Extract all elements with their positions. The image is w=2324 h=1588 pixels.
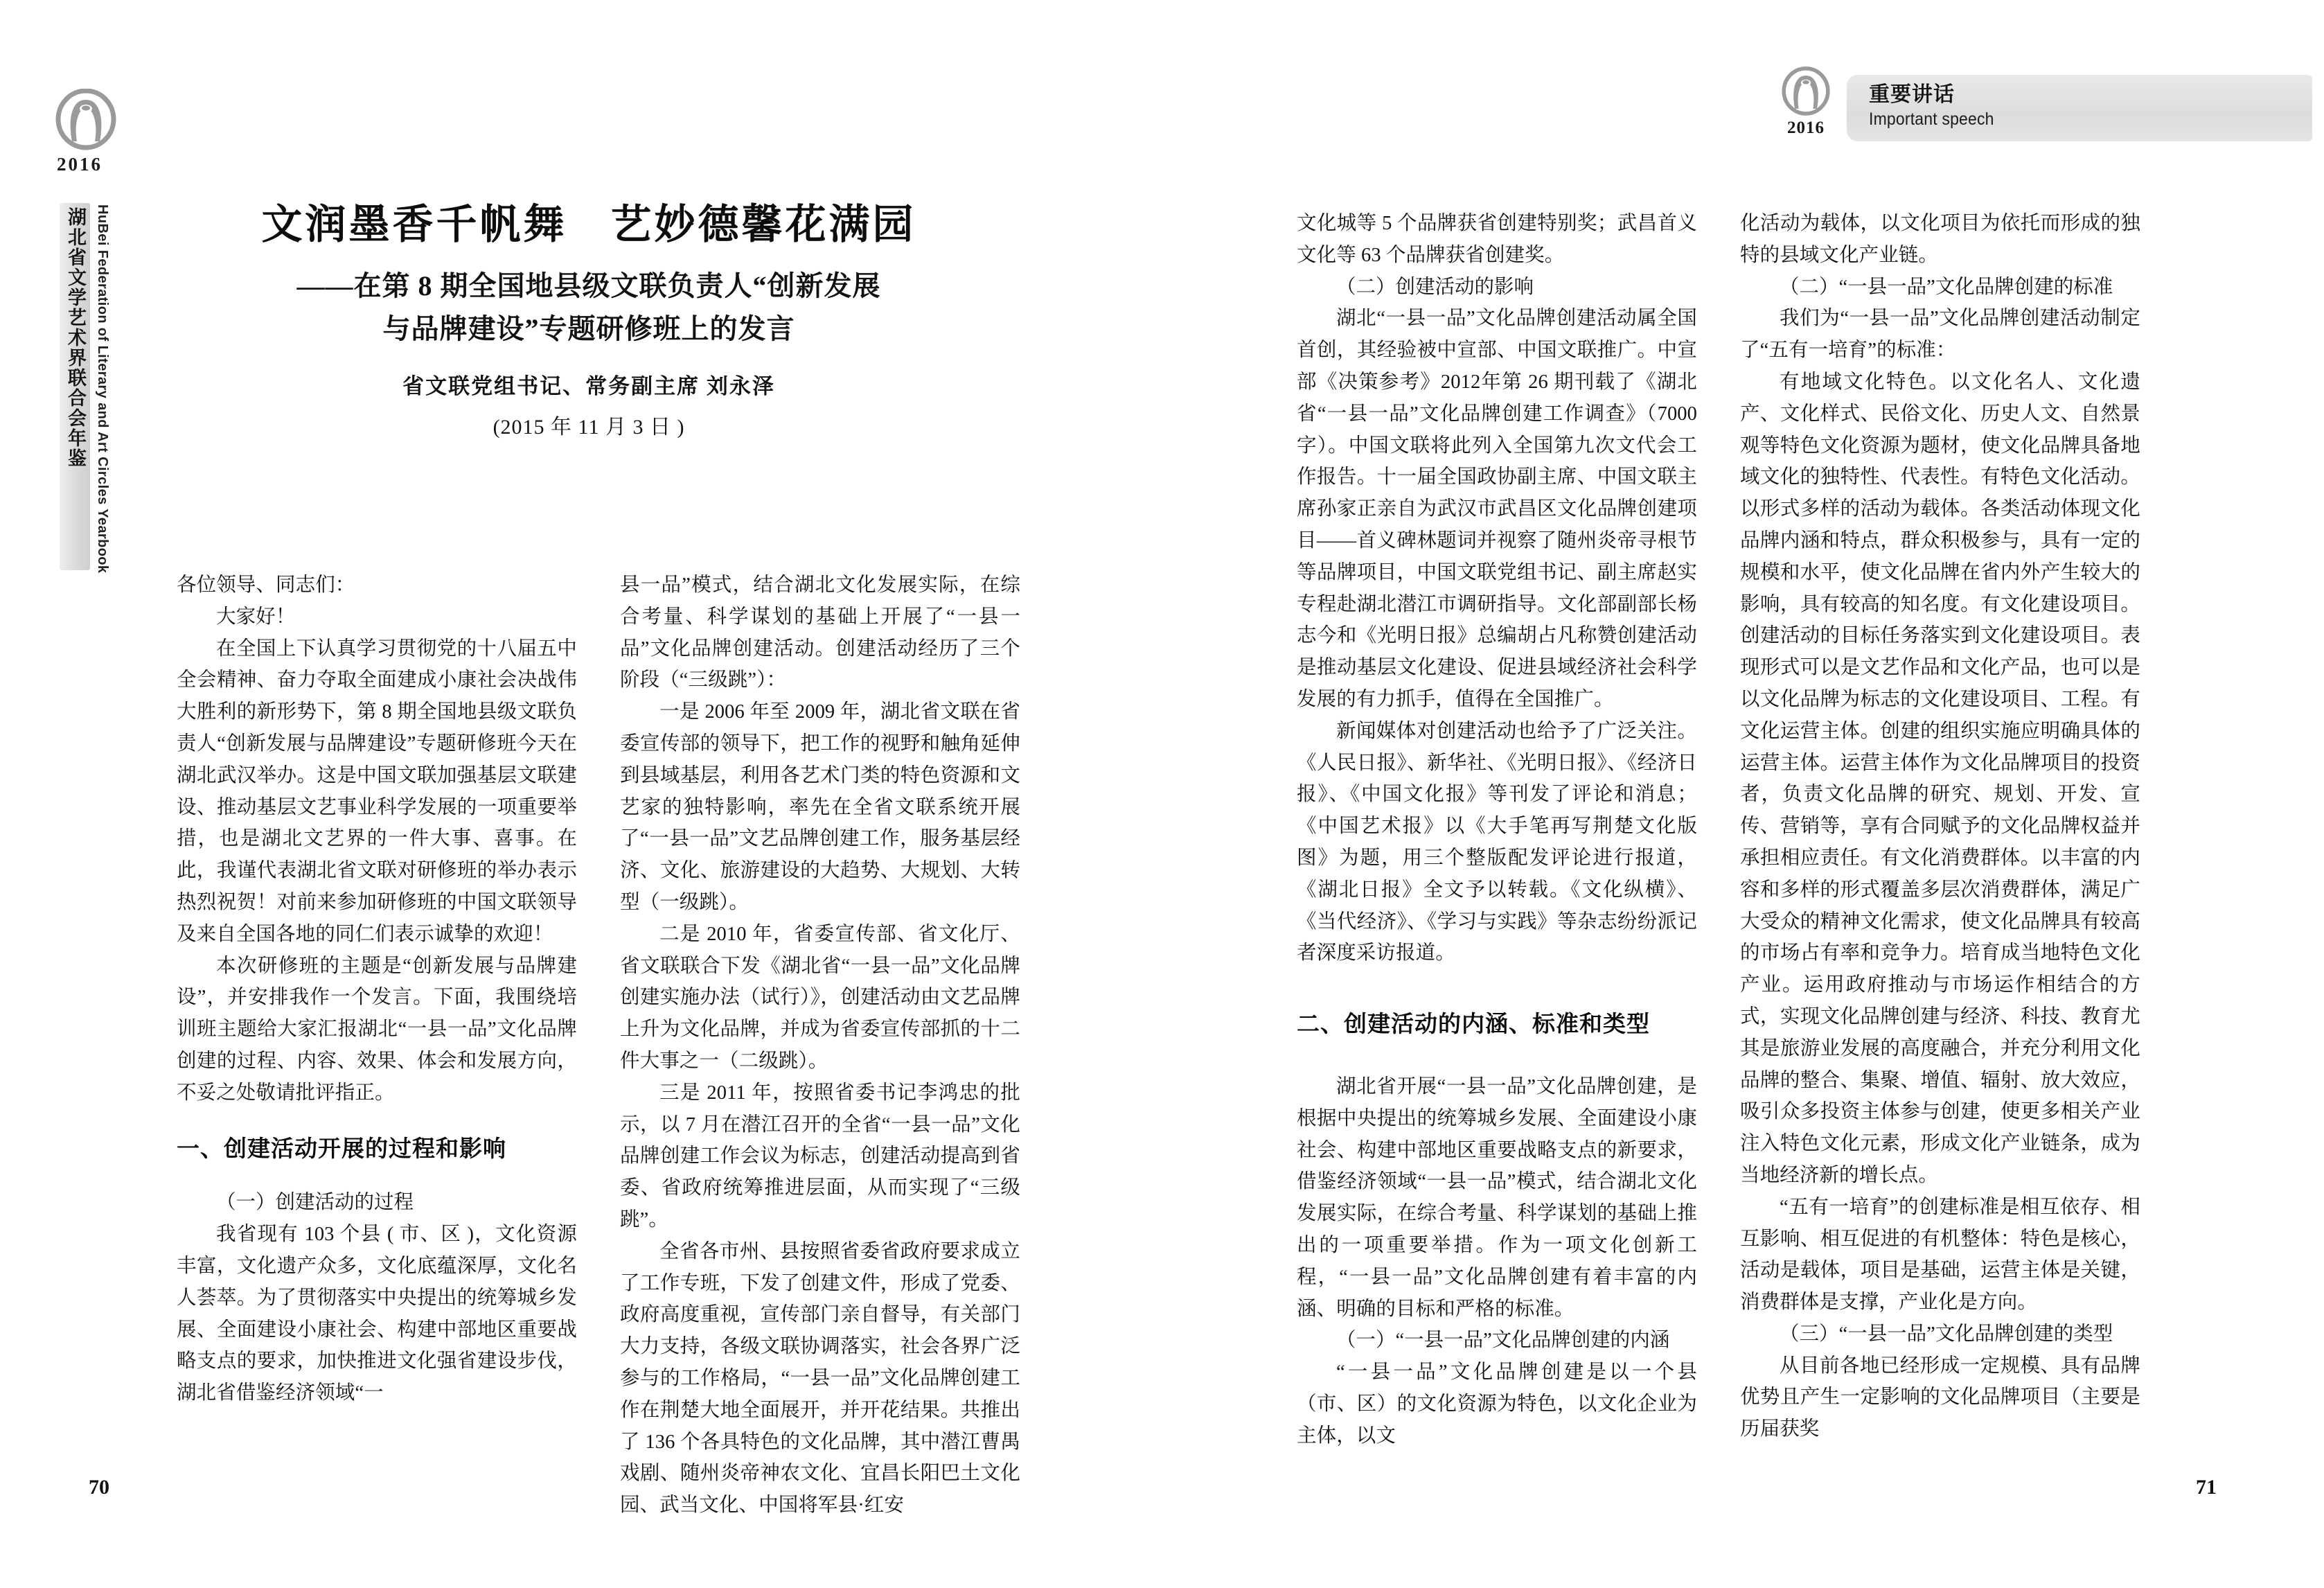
paragraph: 三是 2011 年，按照省委书记李鸿忠的批示，以 7 月在潜江召开的全省“一县一品”文化品牌创建工作会议为标志，创建活动提高到省委、省政府统筹推进层面，从而实现了“三级跳”。 bbox=[620, 1082, 1020, 1230]
spine-title-cn: 湖北省文学艺术界联合会年鉴 bbox=[60, 203, 90, 570]
paragraph: 新闻媒体对创建活动也给予了广泛关注。《人民日报》、新华社、《光明日报》、《经济日报》、《中国文化报》等刊发了评论和消息；《中国艺术报》以《大手笔再写荆楚文化版图》为题，用三个整版配发评论进行报道，《湖北日报》全文予以转载。《文化纵横》、《当代经济》、《学习与实践》等杂志纷纷派记者深度采访报道。 bbox=[1297, 720, 1697, 964]
column-1 bbox=[177, 570, 577, 1521]
paragraph-continued: 化活动为载体，以文化项目为依托而形成的独特的县域文化产业链。 bbox=[1740, 213, 2140, 266]
article-title: 文润墨香千帆舞 艺妙德馨花满园 bbox=[261, 202, 916, 247]
paragraph: 在全国上下认真学习贯彻党的十八届五中全会精神、奋力夺取全面建成小康社会决战伟大胜利的新形势下，第 8 期全国地县级文联负责人“创新发展与品牌建设”专题研修班今天在湖北武汉举办。这是中国文联加强基层文联建设、推动基层文艺事业科学发展的一项重要举措，也是湖北文艺界的一件大事、喜事。在此，我谨代表湖北省文联对研修班的举办表示热烈祝贺！对前来参加研修班的中国文联领导及来自全国各地的同仁们表示诚挚的欢迎！ bbox=[177, 637, 577, 945]
article-byline: 省文联党组书记、常务副主席 刘永泽 bbox=[402, 374, 775, 399]
federation-logo-icon bbox=[55, 89, 116, 152]
section-heading-2: 二、创建活动的内涵、标准和类型 bbox=[1297, 1011, 1650, 1037]
paragraph-continued: 县一品”模式，结合湖北文化发展实际，在综合考量、科学谋划的基础上开展了“一县一品”文化品牌创建活动。创建活动经历了三个阶段（“三级跳”）： bbox=[620, 574, 1020, 691]
column-2 bbox=[620, 570, 1020, 1521]
subsection-heading: （二）创建活动的影响 bbox=[1336, 276, 1534, 298]
section-label-en: Important speech bbox=[1869, 109, 1994, 129]
article-dateline: (2015 年 11 月 3 日 ) bbox=[493, 416, 685, 439]
paragraph: 有地域文化特色。以文化名人、文化遗产、文化样式、民俗文化、历史人文、自然景观等特色文化资源为题材，使文化品牌具备地域文化的独特性、代表性。有特色文化活动。以形式多样的活动为载体。各类活动体现文化品牌内涵和特点，群众积极参与，具有一定的规模和水平，使文化品牌在省内外产生较大的影响，具有较高的知名度。有文化建设项目。创建活动的目标任务落实到文化建设项目。表现形式可以是文艺作品和文化产品，也可以是以文化品牌为标志的文化建设项目、工程。有文化运营主体。创建的组织实施应明确具体的运营主体。运营主体作为文化品牌项目的投资者，负责文化品牌的研究、规划、开发、宣传、营销等，享有合同赋予的文化品牌权益并承担相应责任。有文化消费群体。以丰富的内容和多样的形式覆盖多层次消费群体，满足广大受众的精神文化需求，使文化品牌具有较高的市场占有率和竞争力。培育成当地特色文化产业。运用政府推动与市场运作相结合的方式，实现文化品牌创建与经济、科技、教育尤其是旅游业发展的高度融合，并充分利用文化品牌的整合、集聚、增值、辐射、放大效应，吸引众多投资主体参与创建，使更多相关产业注入特色文化元素，形成文化产业链条，成为当地经济新的增长点。 bbox=[1740, 371, 2140, 1186]
paragraph: 二是 2010 年，省委宣传部、省文化厅、省文联联合下发《湖北省“一县一品”文化品牌创建实施办法（试行）》，创建活动由文艺品牌上升为文化品牌，并成为省委宣传部抓的十二件大事之一（二级跳）。 bbox=[620, 923, 1020, 1072]
subsection-heading: （二）“一县一品”文化品牌创建的标准 bbox=[1780, 276, 2113, 298]
paragraph: 湖北省开展“一县一品”文化品牌创建，是根据中央提出的统筹城乡发展、全面建设小康社会、构建中部地区重要战略支点的新要求，借鉴经济领域“一县一品”模式，结合湖北文化发展实际，在综合考量、科学谋划的基础上推出的一项重要举措。作为一项文化创新工程，“一县一品”文化品牌创建有着丰富的内涵、明确的目标和严格的标准。 bbox=[1297, 1076, 1697, 1320]
article-subtitle-line2: 与品牌建设”专题研修班上的发言 bbox=[382, 313, 795, 344]
greeting: 大家好！ bbox=[216, 606, 296, 628]
salutation: 各位领导、同志们： bbox=[177, 574, 355, 596]
subsection-heading: （三）“一县一品”文化品牌创建的类型 bbox=[1780, 1323, 2113, 1345]
article-title-zone bbox=[163, 201, 1015, 440]
paragraph: 全省各市州、县按照省委省政府要求成立了工作专班，下发了创建文件，形成了党委、政府高度重视，宣传部门亲自督导，有关部门大力支持，各级文联协调落实，社会各界广泛参与的工作格局，“一县一品”文化品牌创建工作在荆楚大地全面展开，并开花结果。共推出了 136 个各具特色的文化品牌，其中潜江曹禺戏剧、随州炎帝神农文化、宜昌长阳巴土文化园、武当文化、中国将军县·红安 bbox=[620, 1240, 1020, 1517]
spine-text-block bbox=[50, 203, 154, 577]
paragraph: 本次研修班的主题是“创新发展与品牌建设”，并安排我作一个发言。下面，我围绕培训班主题给大家汇报湖北“一县一品”文化品牌创建的过程、内容、效果、体会和发展方向，不妥之处敬请批评指正。 bbox=[177, 955, 577, 1104]
section-label-bar bbox=[1847, 75, 2312, 141]
section-label-cn: 重要讲话 bbox=[1869, 83, 1955, 106]
subsection-heading: （一）“一县一品”文化品牌创建的内涵 bbox=[1336, 1330, 1670, 1352]
federation-logo-icon bbox=[1782, 67, 1830, 118]
paragraph: 从目前各地已经形成一定规模、具有品牌优势且产生一定影响的文化品牌项目（主要是历届获奖 bbox=[1740, 1355, 2140, 1440]
paragraph: “一县一品”文化品牌创建是以一个县（市、区）的文化资源为特色，以文化企业为主体，以文 bbox=[1297, 1361, 1697, 1447]
paragraph: 我省现有 103 个县 ( 市、区 )，文化资源丰富，文化遗产众多，文化底蕴深厚，文化名人荟萃。为了贯彻落实中央提出的统筹城乡发展、全面建设小康社会、构建中部地区重要战略支点的要求，加快推进文化强省建设步伐，湖北省借鉴经济领域“一 bbox=[177, 1224, 577, 1404]
column-4 bbox=[1740, 208, 2140, 1452]
subsection-heading: （一）创建活动的过程 bbox=[216, 1192, 414, 1214]
header-logo-group bbox=[1777, 67, 1834, 138]
folio-left: 70 bbox=[89, 1476, 109, 1499]
header-logo-year: 2016 bbox=[1787, 118, 1825, 137]
spine-title-en: HuBei Federation of Literary and Art Circles Yearbook bbox=[95, 204, 110, 574]
paragraph: 一是 2006 年至 2009 年，湖北省文联在省委宣传部的领导下，把工作的视野和触角延伸到县域基层，利用各艺术门类的特色资源和文艺家的独特影响，率先在全省文联系统开展了“一县一品”文艺品牌创建工作，服务基层经济、文化、旅游建设的大趋势、大规划、大转型（一级跳）。 bbox=[620, 701, 1020, 913]
page-right-columns bbox=[1297, 208, 2140, 1452]
folio-right: 71 bbox=[2196, 1476, 2217, 1499]
column-3 bbox=[1297, 208, 1697, 1452]
page-left-columns bbox=[177, 570, 1020, 1521]
paragraph: 我们为“一县一品”文化品牌创建活动制定了“五有一培育”的标准： bbox=[1740, 308, 2140, 362]
section-heading-1: 一、创建活动开展的过程和影响 bbox=[177, 1135, 506, 1161]
spine-logo-year: 2016 bbox=[57, 154, 103, 175]
paragraph-continued: 文化城等 5 个品牌获省创建特别奖；武昌首义文化等 63 个品牌获省创建奖。 bbox=[1297, 213, 1697, 266]
paragraph: 湖北“一县一品”文化品牌创建活动属全国首创，其经验被中宣部、中国文联推广。中宣部《决策参考》2012年第 26 期刊载了《湖北省“一县一品”文化品牌创建工作调查》（7000 字）。中国文联将此列入全国第九次文代会工作报告。十一届全国政协副主席、中国文联主席孙家正亲自为武汉市武昌区文化品牌创建项目——首义碑林题词并视察了随州炎帝寻根节等品牌项目，中国文联党组书记、副主席赵实专程赴湖北潜江市调研指导。文化部副部长杨志今和《光明日报》总编胡占凡称赞创建活动是推动基层文化建设、促进县域经济社会科学发展的有力抓手，值得在全国推广。 bbox=[1297, 308, 1697, 710]
article-subtitle-line1: ——在第 8 期全国地县级文联负责人“创新发展 bbox=[296, 270, 881, 301]
spine-branding bbox=[50, 89, 154, 577]
paragraph: “五有一培育”的创建标准是相互依存、相互影响、相互促进的有机整体：特色是核心，活动是载体，项目是基础，运营主体是关键，消费群体是支撑，产业化是方向。 bbox=[1740, 1196, 2140, 1314]
running-header bbox=[1777, 67, 2312, 141]
